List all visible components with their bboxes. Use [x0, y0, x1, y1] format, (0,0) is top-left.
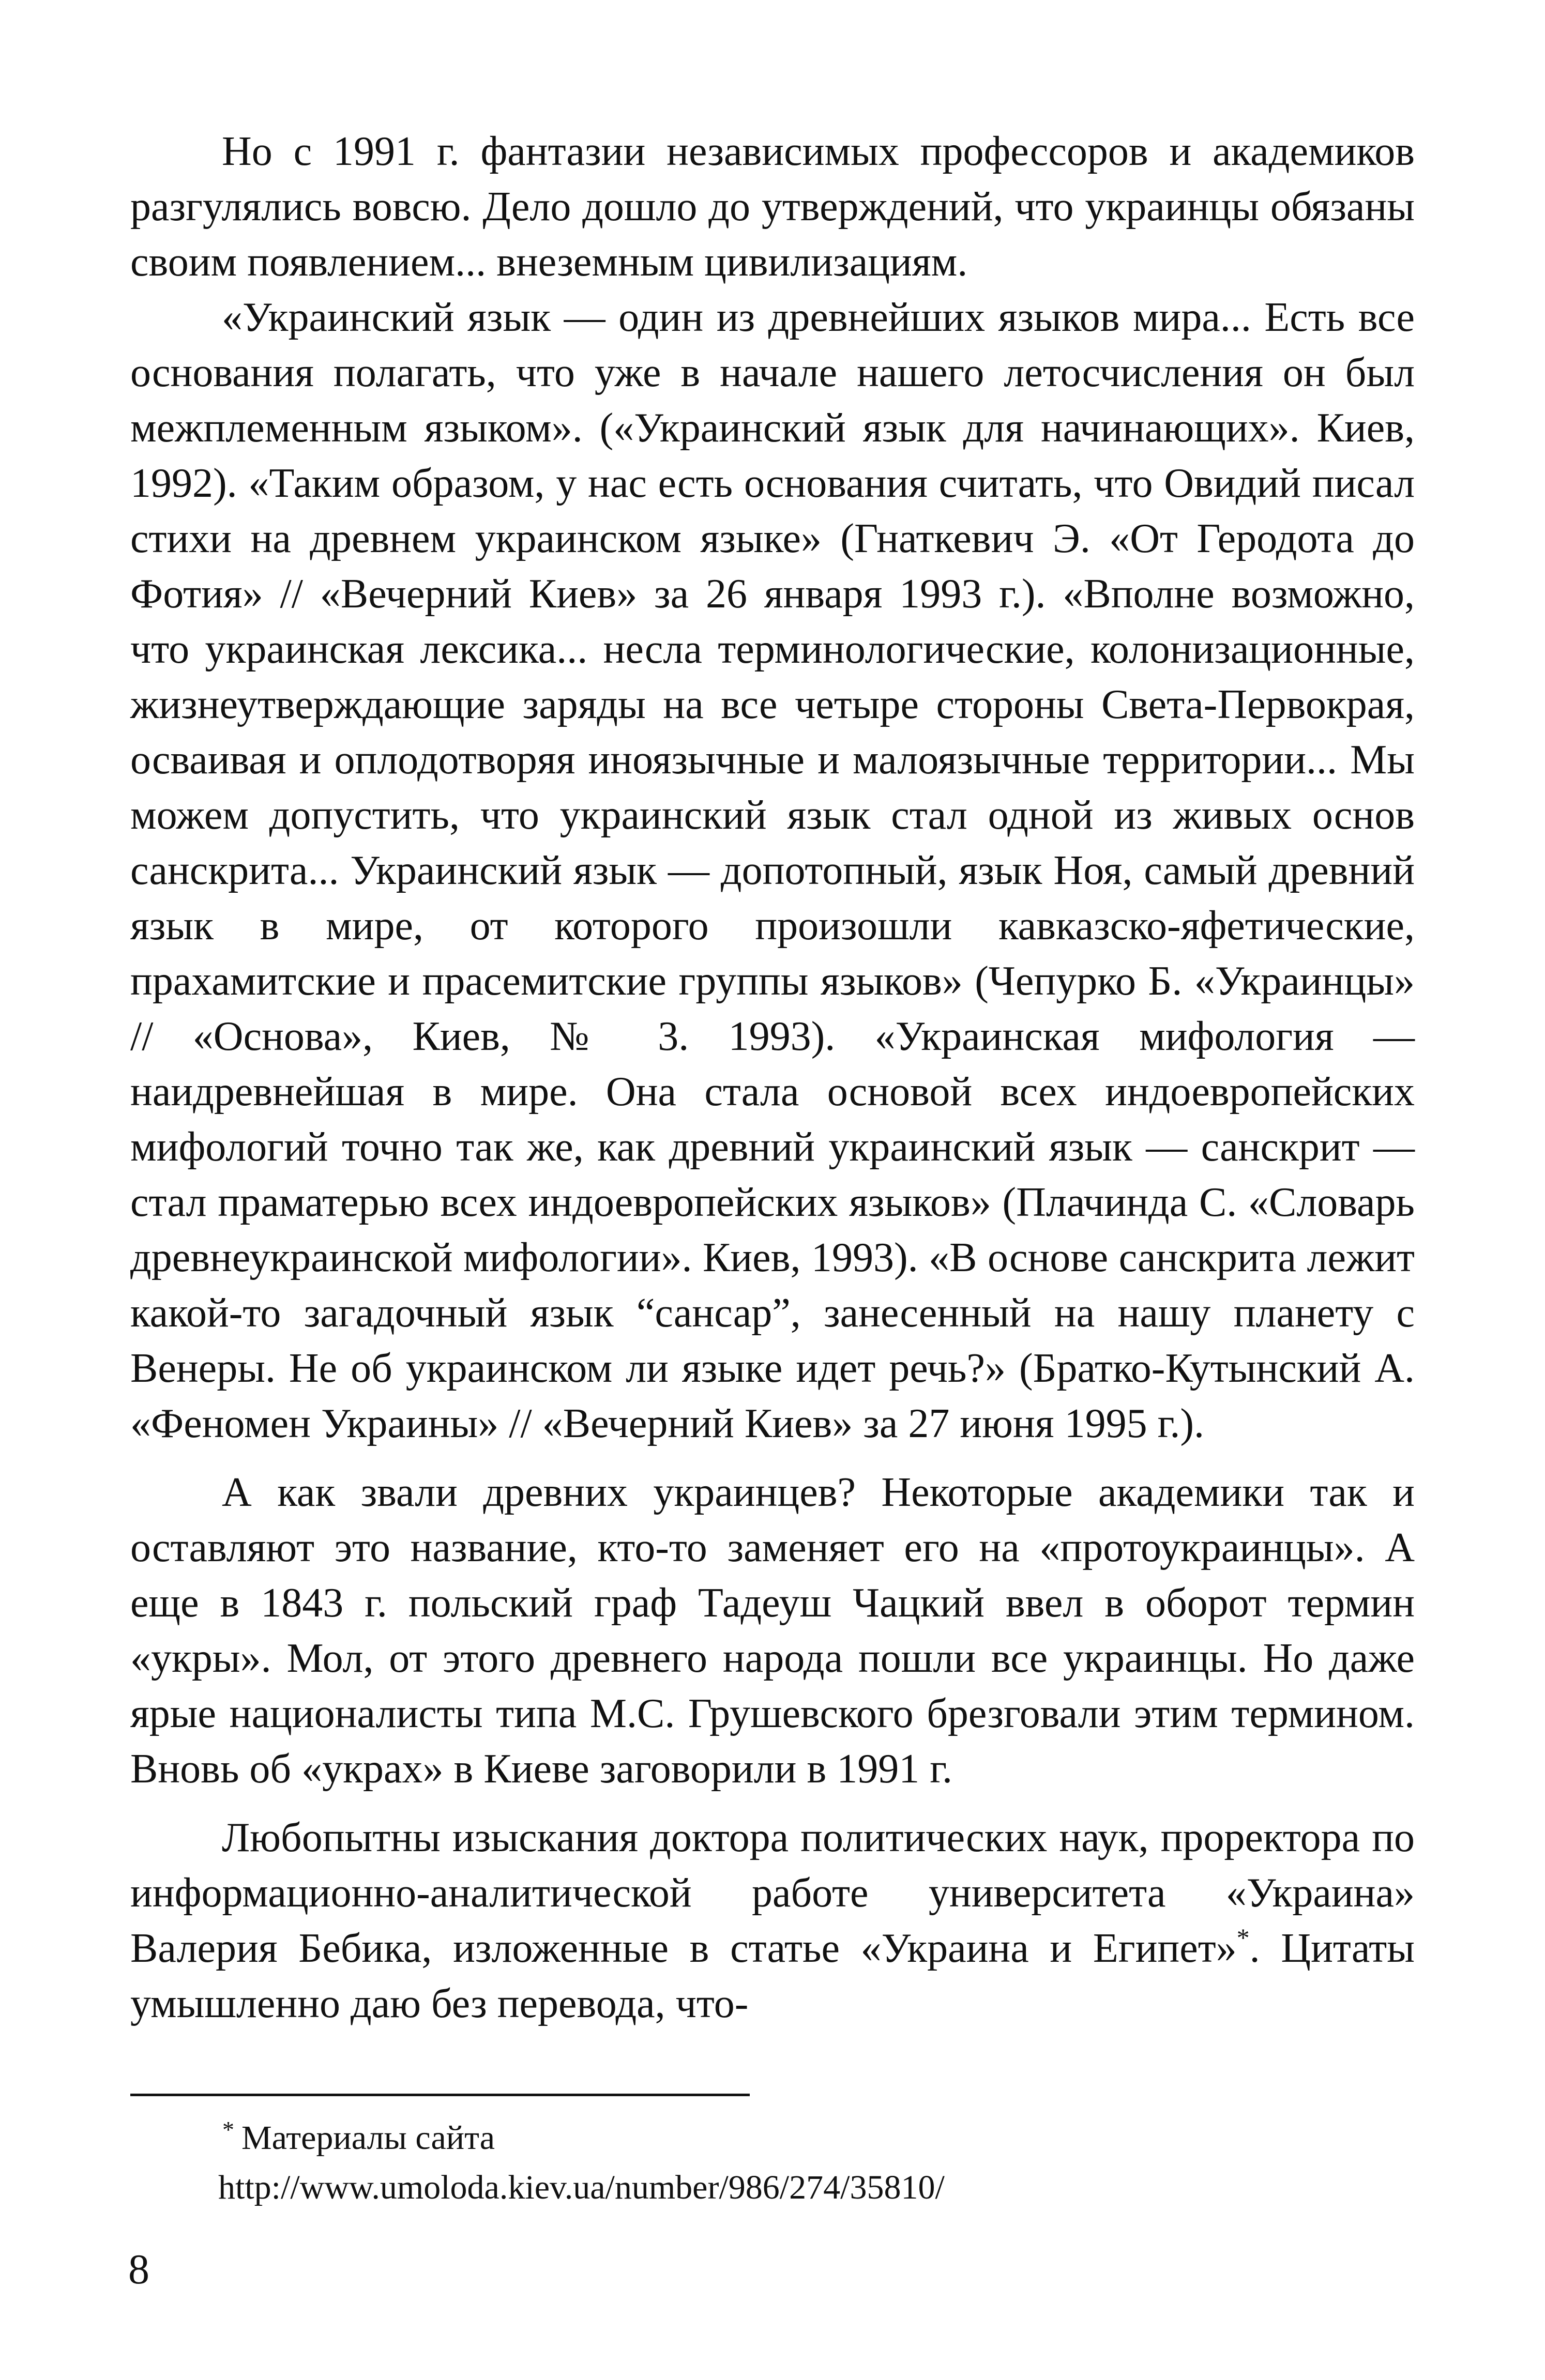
paragraph-4-text: Любопытны изыскания доктора политических наук, проректора по информационно-аналитической работе университета «Украина» Валерия Бебика, изложенные в статье «Украина и Египет»: [130, 1815, 1415, 1971]
footnote-reference-marker[interactable]: *: [1236, 1923, 1250, 1952]
footnote-marker: *: [222, 2116, 234, 2143]
paragraph-3: А как звали древних украинцев? Некоторые академики так и оставляют это название, кто-то заменяет его на «протоукраинцы». А еще в 1843 г. польский граф Тадеуш Чацкий ввел в оборот термин «укры». Мол, от этого древнего народа пошли все украинцы. Но даже ярые националисты типа М.С. Грушевского брезговали этим термином. Вновь об «украх» в Киеве заговорили в 1991 г.: [130, 1470, 1415, 1792]
paragraph-2: «Украинский язык — один из древнейших языков мира... Есть все основания полагать, что уже в начале нашего летосчисления он был межплеменным языком». («Украинский язык для начинающих». Киев, 1992). «Таким образом, у нас есть основания считать, что Овидий писал стихи на древнем украинском языке» (Гнаткевич Э. «От Геродота до Фотия» // «Вечерний Киев» за 26 января 1993 г.). «Вполне возможно, что украинская лексика... несла терминологические, колонизационные, жизнеутверждающие заряды на все четыре стороны Света-Первокрая, осваивая и оплодотворяя иноязычные и малоязычные территории... Мы можем допустить, что украинский язык стал одной из живых основ санскрита... Украинский язык — допотопный, язык Ноя, самый древний язык в мире, от которого произошли кавказско-яфетические, прахамитские и прасемитские группы языков» (Чепурко Б. «Украинцы» // «Основа», Киев, № 3. 1993). «Украинская мифология — наидревнейшая в мире. Она стала основой всех индоевропейских мифологий точно так же, как древний украинский язык — санскрит — стал праматерью всех индоевропейских языков» (Плачинда С. «Словарь древнеукраинской мифологии». Киев, 1993). «В основе санскрита лежит какой-то загадочный язык “сансар”, занесенный на нашу планету с Венеры. Не об украинском ли языке идет речь?» (Братко-Кутынский А. «Феномен Украины» // «Вечерний Киев» за 27 июня 1995 г.).: [130, 295, 1415, 1446]
footnote-separator: [130, 2094, 750, 2096]
footnote-label: Материалы сайта: [241, 2119, 495, 2157]
paragraph-4-continuation: . Цитаты умышленно даю без перевода, что-: [130, 1926, 1415, 2026]
footnote-label-line: [222, 2113, 1412, 2163]
paragraph-4: [130, 1810, 1415, 2032]
paragraph-1: Но с 1991 г. фантазии независимых профессоров и академиков разгулялись вовсю. Дело дошло до утверждений, что украинцы обязаны своим появлением... внеземным цивилизациям.: [130, 129, 1415, 285]
page-number: 8: [128, 2246, 149, 2293]
footnote: [218, 2113, 1412, 2213]
body-text: [130, 124, 1415, 2032]
footnote-url[interactable]: http://www.umoloda.kiev.ua/number/986/274/35810/: [218, 2169, 945, 2206]
